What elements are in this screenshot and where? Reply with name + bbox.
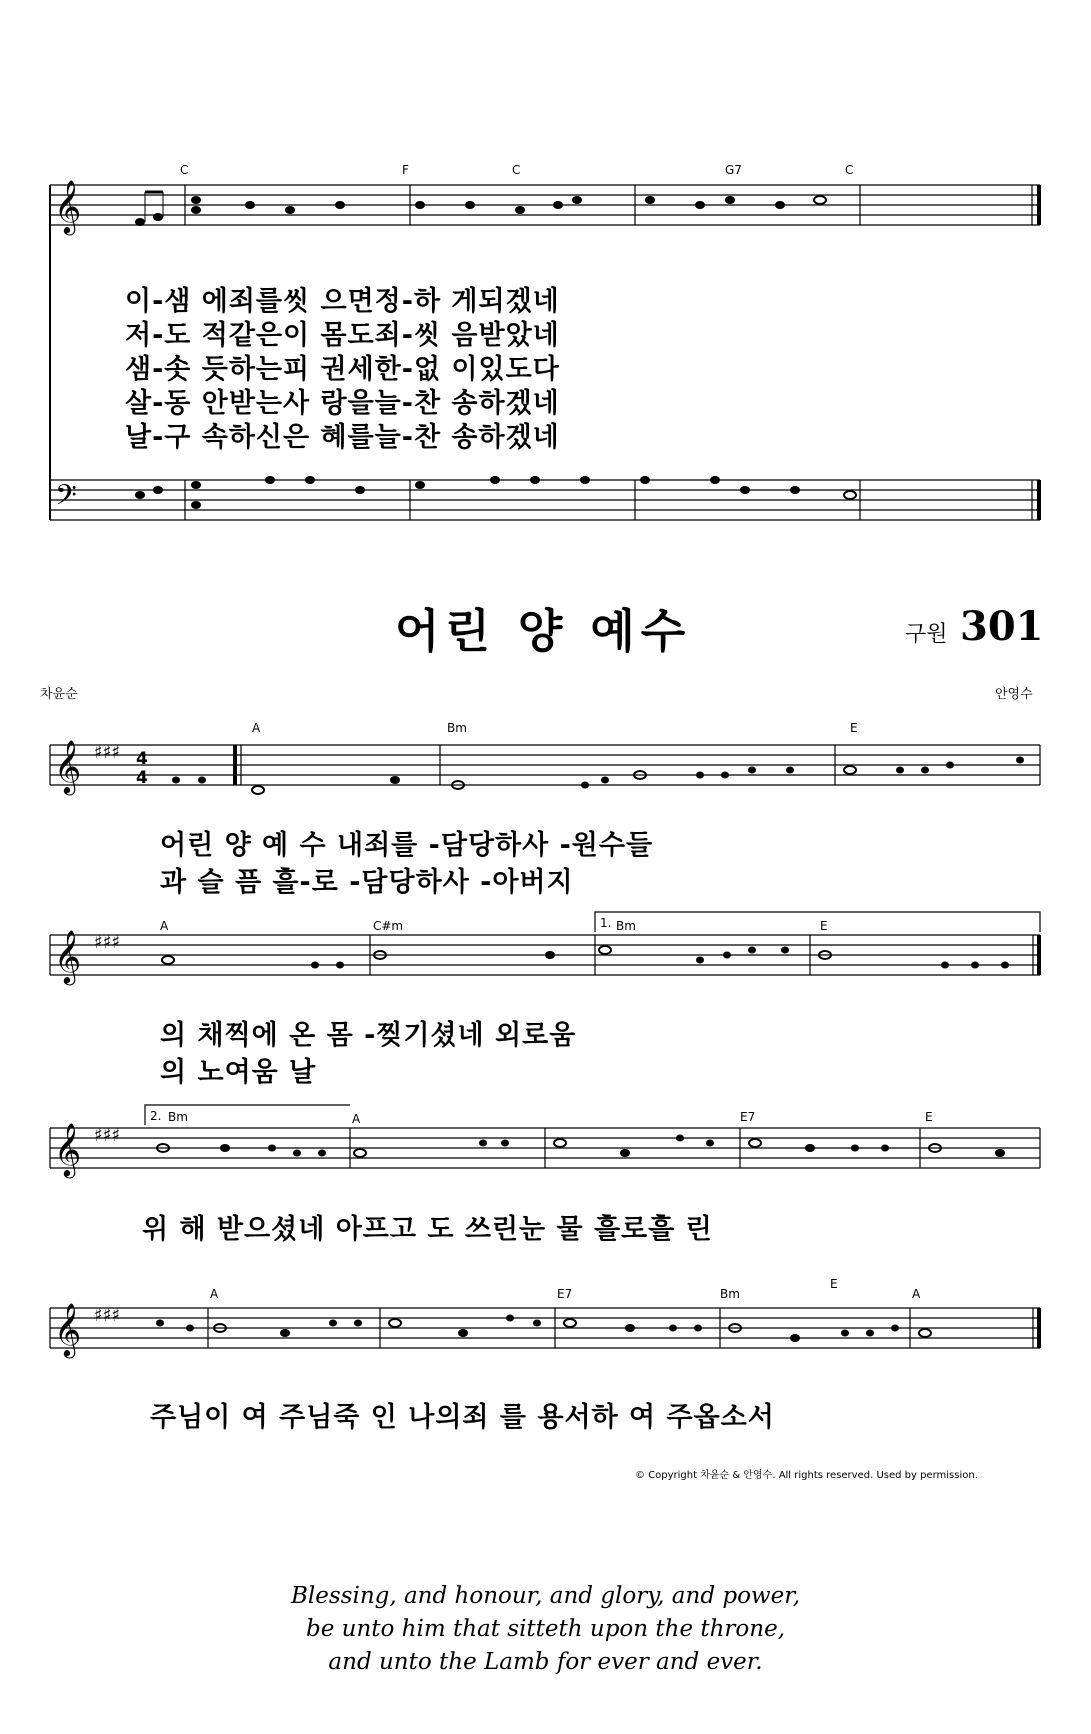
top-chord: C [512,163,521,177]
system-4-lyric-line-1: 주님이 여 주님죽 인 나의죄 를 용서하 여 주옵소서 [150,1402,775,1433]
time-signature: 4 [136,749,148,769]
key-signature: ♯♯♯ [94,1305,121,1326]
top-bass-notes [135,476,856,509]
bass-clef: 𝄢 [55,479,77,519]
top-chord: C [845,163,854,177]
scripture-verse [0,1580,1091,1679]
top-lyric-line-2: 저-도 적같은이 몸도죄-씻 음받았네 [125,320,560,351]
top-bass-staff [0,455,1091,545]
first-ending-label: 1. [600,916,612,930]
top-treble-notes [135,192,826,226]
system-2-lyric-line-1: 의 채찍에 온 몸 -찢기셨네 외로움 [160,1020,577,1051]
hymn-category-label: 구원 [905,622,948,647]
verse-line: Blessing, and honour, and glory, and power, [290,1583,801,1609]
system-1-chord: Bm [447,721,467,735]
verse-line: be unto him that sitteth upon the throne, [305,1616,786,1642]
treble-clef: 𝄞 [54,929,82,983]
top-chord: C [180,163,189,177]
system-2-chord: C#m [373,919,404,933]
composer-credit: 안영수 [995,687,1033,702]
key-signature: ♯♯♯ [94,932,121,953]
verse-line: and unto the Lamb for ever and ever. [328,1649,763,1675]
top-lyric-line-4: 살-동 안받는사 랑을늘-찬 송하겠네 [125,388,560,419]
system-3-chord: E [925,1110,933,1124]
top-lyric-line-5: 날-구 속하신은 혜를늘-찬 송하겠네 [125,422,560,453]
system-1-chord: A [252,721,261,735]
hymn-title: 어린 양 예수 [395,604,692,658]
copyright-notice: © Copyright 차윤순 & 안영수. All rights reserved. Used by permission. [635,1470,978,1481]
system-1-chord: E [850,721,858,735]
key-signature: ♯♯♯ [94,1125,121,1146]
system-2-chord: Bm [616,919,636,933]
top-chord: G7 [725,163,742,177]
system-1-lyric-line-2: 과 슬 픔 흘-로 -담당하사 -아버지 [160,867,574,898]
system-2-lyric-line-2: 의 노여움 날 [160,1057,317,1088]
system-2-staff [0,910,1091,1000]
lyricist-credit: 차윤순 [40,687,78,702]
system-2-chord: A [160,919,169,933]
system-4-chord: A [210,1287,219,1301]
second-ending-label: 2. [150,1109,162,1123]
treble-clef: 𝄞 [54,1122,82,1176]
system-4-chord: E [830,1277,838,1291]
top-lyric-line-1: 이-샘 에죄를씻 으면정-하 게되겠네 [125,286,560,317]
system-3-chord: E7 [740,1110,756,1124]
treble-clef: 𝄞 [54,1302,82,1356]
top-treble-staff [0,160,1091,250]
system-1-lyric-line-1: 어린 양 예 수 내죄를 -담당하사 -원수들 [160,830,654,861]
system-4-chord: E7 [557,1287,573,1301]
system-2-chord: E [820,919,828,933]
svg-text:4: 4 [136,768,148,788]
top-chord: F [402,163,409,177]
top-lyric-line-3: 샘-솟 듯하는피 권세한-없 이있도다 [125,354,560,385]
system-4-chord: A [912,1287,921,1301]
hymn-number: 301 [960,603,1044,650]
system-4-chord: Bm [720,1287,740,1301]
treble-clef: 𝄞 [54,179,82,233]
key-signature: ♯♯♯ [94,742,121,763]
system-4-staff [0,1277,1091,1373]
system-3-staff [0,1103,1091,1193]
system-1-staff [0,720,1091,810]
system-3-lyric-line-1: 위 해 받으셨네 아프고 도 쓰린눈 물 흘로흘 린 [142,1214,713,1245]
system-3-chord: A [352,1112,361,1126]
system-3-chord: Bm [168,1110,188,1124]
treble-clef: 𝄞 [54,739,82,793]
